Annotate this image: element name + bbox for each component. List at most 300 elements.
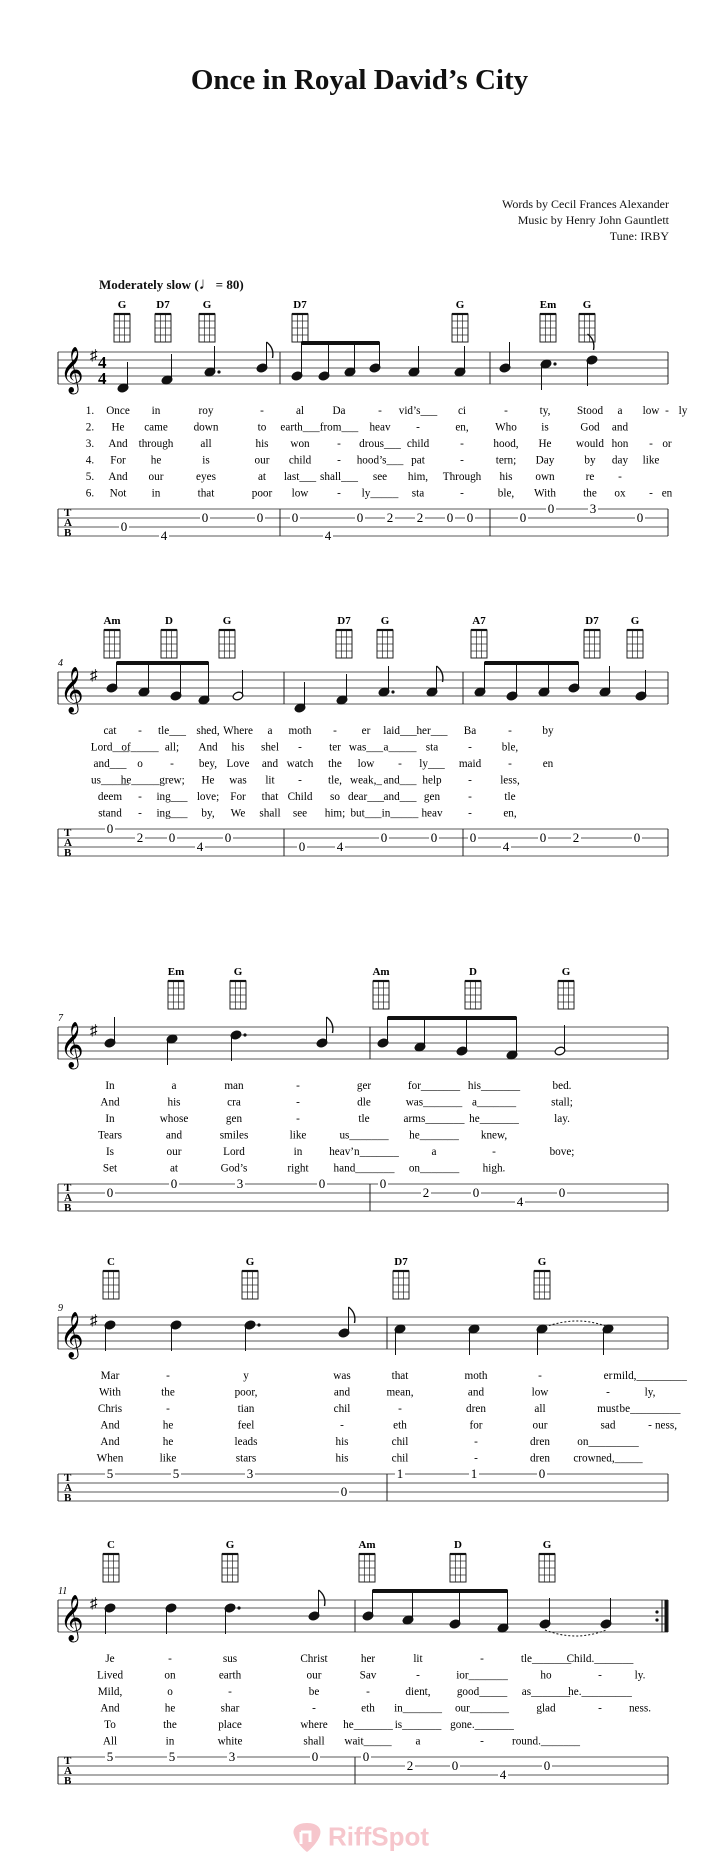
lyric-syllable: ness, — [654, 1419, 678, 1432]
lyric-syllable: ty, — [539, 405, 551, 417]
lyric-syllable: child — [288, 454, 312, 467]
tab-fret-number: 0 — [291, 510, 299, 525]
chord-name: Am — [358, 1539, 376, 1551]
lyric-syllable: her___ — [416, 725, 448, 737]
lyric-syllable: was_______ — [405, 1096, 463, 1109]
tab-fret-number: 0 — [558, 1185, 566, 1200]
lyric-syllable: or — [662, 438, 672, 450]
dot-icon — [243, 1033, 246, 1036]
music-system-2 — [0, 610, 719, 870]
tab-fret-number: 0 — [224, 830, 232, 845]
chord-name: G — [537, 1256, 547, 1268]
tab-fret-number: 0 — [472, 1185, 480, 1200]
lyric-syllable: ble, — [501, 741, 519, 754]
tab-clef-letter: A — [64, 1192, 72, 1204]
lyric-syllable: hood’s___ — [356, 454, 404, 467]
lyric-syllable: - — [340, 1419, 344, 1432]
lyric-syllable: - — [538, 1370, 542, 1382]
lyric-syllable: him; — [324, 807, 346, 820]
lyricist-credit: Words by Cecil Frances Alexander — [502, 197, 669, 211]
lyric-syllable: at — [169, 1162, 179, 1175]
tab-fret-number: 0 — [430, 830, 438, 845]
lyric-syllable: shar — [220, 1702, 240, 1715]
lyric-syllable: where — [300, 1719, 328, 1731]
note-beam — [117, 661, 209, 665]
lyric-syllable: tle, — [328, 774, 342, 787]
lyric-syllable: his_______ — [467, 1080, 521, 1092]
lyric-syllable: Chris — [97, 1403, 123, 1415]
tab-fret-number: 3 — [228, 1749, 236, 1764]
lyric-syllable: by, — [201, 807, 215, 820]
lyric-syllable: shall — [303, 1735, 325, 1748]
lyric-syllable: lit — [265, 774, 275, 787]
note-beam — [388, 1016, 517, 1020]
lyric-syllable: - — [649, 438, 653, 450]
lyric-syllable: - — [296, 1080, 300, 1092]
lyric-syllable: ble, — [497, 487, 515, 500]
riffspot-logo — [0, 1820, 719, 1854]
tab-fret-number: 3 — [246, 1466, 254, 1481]
verse-number: 2. — [85, 421, 95, 434]
lyric-syllable: roy — [198, 405, 214, 417]
lyric-syllable: - — [166, 1403, 170, 1415]
lyric-syllable: - — [298, 741, 302, 754]
logo-text: RiffSpot — [327, 1821, 430, 1852]
lyric-syllable: - — [228, 1686, 232, 1698]
lyric-syllable: in — [293, 1146, 303, 1158]
lyric-syllable: en, — [455, 421, 469, 434]
chord-name: G — [582, 299, 592, 311]
lyric-syllable: He — [538, 438, 552, 450]
lyric-syllable: - — [460, 454, 464, 467]
lyric-syllable: Ba — [463, 725, 477, 737]
chord-name: G — [630, 615, 640, 627]
lyric-syllable: o — [137, 758, 143, 770]
lyric-syllable: and — [165, 1129, 183, 1142]
lyric-syllable: er — [603, 1370, 613, 1382]
treble-clef-icon: 𝄞 — [60, 1312, 84, 1357]
lyric-syllable: Through — [442, 471, 482, 483]
lyric-syllable: en — [542, 758, 554, 770]
lyric-syllable: gen — [423, 791, 441, 803]
lyric-syllable: - — [468, 741, 472, 754]
lyric-syllable: he._________ — [568, 1686, 632, 1698]
lyric-syllable: all; — [164, 741, 180, 754]
tab-fret-number: 0 — [318, 1176, 326, 1191]
lyric-syllable: - — [665, 405, 669, 417]
credits — [502, 196, 669, 244]
lyric-syllable: And — [108, 438, 128, 450]
chord-name: Em — [167, 966, 185, 978]
lyric-syllable: In — [105, 1080, 115, 1092]
lyric-syllable: stand — [98, 807, 122, 820]
lyric-syllable: And — [198, 741, 218, 754]
tab-clef-letter: B — [64, 1202, 72, 1214]
lyric-syllable: came — [144, 421, 168, 434]
lyric-syllable: bey, — [198, 758, 218, 770]
tab-fret-number: 0 — [256, 510, 264, 525]
lyric-syllable: dle — [357, 1096, 371, 1109]
lyric-syllable: on — [164, 1669, 176, 1682]
treble-clef-icon: 𝄞 — [60, 1595, 84, 1640]
tab-fret-number: 5 — [172, 1466, 180, 1481]
lyric-syllable: heav — [369, 421, 391, 434]
lyric-syllable: to — [257, 421, 267, 434]
tab-fret-number: 5 — [106, 1466, 114, 1481]
lyric-syllable: We — [230, 807, 246, 820]
lyric-syllable: chil — [391, 1436, 409, 1448]
lyric-syllable: To — [104, 1719, 116, 1731]
lyric-syllable: he — [150, 454, 162, 467]
lyric-syllable: Lord___ — [90, 741, 130, 754]
lyric-syllable: a — [415, 1735, 421, 1748]
lyric-syllable: us_______ — [339, 1129, 389, 1142]
lyric-syllable: stall; — [551, 1096, 573, 1109]
lyric-syllable: Once — [106, 405, 130, 417]
key-signature-sharp-icon: ♯ — [90, 1596, 98, 1612]
lyric-syllable: Where — [223, 725, 253, 737]
verse-number: 5. — [85, 471, 95, 483]
tab-fret-number: 1 — [396, 1466, 404, 1481]
dot-icon — [391, 690, 394, 693]
tab-fret-number: 0 — [201, 510, 209, 525]
lyric-syllable: grew; — [159, 774, 185, 787]
lyric-syllable: en, — [503, 807, 517, 820]
lyric-syllable: right — [287, 1162, 309, 1175]
chord-name: A7 — [472, 615, 486, 627]
lyric-syllable: he_______ — [343, 1719, 393, 1731]
lyric-syllable: from___ — [319, 421, 359, 434]
lyric-syllable: - — [398, 758, 402, 770]
tab-fret-number: 0 — [538, 1466, 546, 1481]
lyric-syllable: he — [162, 1419, 174, 1432]
key-signature-sharp-icon: ♯ — [90, 1313, 98, 1329]
lyric-syllable: - — [468, 791, 472, 803]
lyric-syllable: - — [648, 1419, 652, 1432]
lyric-syllable: would — [576, 438, 604, 450]
lyric-syllable: ly — [678, 405, 688, 417]
lyric-syllable: won — [290, 438, 310, 450]
lyric-syllable: low — [357, 758, 375, 770]
lyric-syllable: last___ — [283, 471, 317, 483]
lyric-syllable: - — [138, 807, 142, 820]
lyric-syllable: - — [337, 487, 341, 500]
tab-fret-number: 4 — [516, 1194, 524, 1209]
lyric-syllable: poor — [251, 487, 273, 500]
tab-fret-number: 4 — [502, 839, 510, 854]
tab-fret-number: 1 — [470, 1466, 478, 1481]
chord-name: G — [561, 966, 571, 978]
lyric-syllable: - — [260, 405, 264, 417]
treble-clef-icon: 𝄞 — [60, 1022, 84, 1067]
chord-name: D7 — [585, 615, 599, 627]
lyric-syllable: tian — [237, 1403, 255, 1415]
lyric-syllable: is — [541, 421, 549, 434]
lyric-syllable: his — [231, 741, 245, 754]
dot-icon — [257, 1323, 260, 1326]
lyric-syllable: be — [308, 1686, 320, 1698]
tab-fret-number: 4 — [160, 528, 168, 543]
lyric-syllable: love; — [196, 791, 220, 803]
chord-name: G — [380, 615, 390, 627]
lyric-syllable: watch — [286, 758, 314, 770]
lyric-syllable: in_______ — [394, 1702, 442, 1715]
lyric-syllable: - — [138, 725, 142, 737]
lyric-syllable: us_____ — [91, 774, 129, 787]
chord-name: G — [117, 299, 127, 311]
lyric-syllable: and___ — [383, 774, 417, 787]
lyric-syllable: his — [335, 1436, 349, 1448]
music-system-5 — [0, 1538, 719, 1808]
lyric-syllable: moth — [288, 725, 312, 737]
lyric-syllable: ness. — [628, 1702, 652, 1715]
tie-icon — [545, 1321, 608, 1327]
lyric-syllable: shed, — [196, 725, 220, 737]
lyric-syllable: - — [166, 1370, 170, 1382]
lyric-syllable: him, — [407, 471, 429, 483]
lyric-syllable: bed. — [552, 1080, 572, 1092]
lyric-syllable: he — [164, 1702, 176, 1715]
tab-fret-number: 5 — [168, 1749, 176, 1764]
lyric-syllable: Is — [105, 1146, 115, 1158]
tab-fret-number: 2 — [386, 510, 394, 525]
lyric-syllable: was___ — [348, 741, 384, 754]
note-beam — [485, 661, 579, 665]
tab-fret-number: 0 — [298, 839, 306, 854]
lyric-syllable: for_______ — [407, 1080, 461, 1092]
chord-name: G — [233, 966, 243, 978]
lyric-syllable: chil — [333, 1403, 351, 1415]
lyric-syllable: ing___ — [156, 807, 188, 820]
tab-fret-number: 0 — [446, 510, 454, 525]
lyric-syllable: re — [585, 471, 595, 483]
lyric-syllable: en — [661, 487, 673, 500]
lyric-syllable: is — [202, 454, 210, 467]
lyric-syllable: All — [102, 1735, 118, 1748]
lyric-syllable: child — [406, 438, 430, 450]
lyric-syllable: - — [508, 725, 512, 737]
lyric-syllable: lay. — [554, 1113, 570, 1125]
lyric-syllable: drous___ — [359, 438, 401, 450]
lyric-syllable: With — [534, 487, 556, 500]
tab-fret-number: 4 — [499, 1767, 507, 1782]
lyric-syllable: dren — [466, 1403, 486, 1415]
lyric-syllable: is_______ — [394, 1719, 442, 1731]
lyric-syllable: - — [460, 438, 464, 450]
lyric-syllable: God — [580, 421, 600, 434]
lyric-syllable: - — [504, 405, 508, 417]
lyric-syllable: so — [330, 791, 340, 803]
lyric-syllable: Stood — [576, 405, 604, 417]
lyric-syllable: through — [138, 438, 174, 450]
tab-clef-letter: A — [64, 1765, 72, 1777]
tab-clef-letter: B — [64, 1492, 72, 1504]
tab-fret-number: 4 — [324, 528, 332, 543]
lyric-syllable: in — [165, 1735, 175, 1748]
lyric-syllable: dren — [530, 1452, 550, 1465]
lyric-syllable: maid — [458, 758, 482, 770]
tab-clef-letter: A — [64, 837, 72, 849]
lyric-syllable: arms_______ — [403, 1113, 465, 1125]
lyric-syllable: When — [96, 1452, 124, 1465]
lyric-syllable: on_________ — [577, 1436, 639, 1448]
lyric-syllable: moth — [464, 1370, 488, 1382]
chord-name: G — [222, 615, 232, 627]
lyric-syllable: mean, — [386, 1386, 414, 1399]
tab-fret-number: 2 — [136, 830, 144, 845]
lyric-syllable: earth___ — [280, 421, 320, 434]
tab-clef-letter: T — [64, 1755, 72, 1767]
lyric-syllable: all — [534, 1403, 546, 1415]
lyric-syllable: be_________ — [619, 1403, 681, 1415]
chord-name: D7 — [293, 299, 307, 311]
lyric-syllable: our — [254, 454, 270, 467]
lyric-syllable: Da — [332, 405, 346, 417]
tab-clef-letter: T — [64, 507, 72, 519]
verse-number: 3. — [85, 438, 95, 450]
tab-fret-number: 0 — [311, 1749, 319, 1764]
chord-name: C — [107, 1256, 115, 1268]
lyric-syllable: Tears — [97, 1129, 123, 1142]
lyric-syllable: and___ — [93, 758, 127, 770]
lyric-syllable: - — [474, 1452, 478, 1465]
lyric-syllable: sus — [222, 1653, 238, 1665]
lyric-syllable: place — [218, 1719, 242, 1731]
lyric-syllable: high. — [482, 1162, 506, 1175]
tab-fret-number: 0 — [168, 830, 176, 845]
lyric-syllable: in — [151, 487, 161, 500]
tie-icon — [545, 1630, 606, 1636]
lyric-syllable: a — [267, 725, 273, 737]
lyric-syllable: his — [167, 1096, 181, 1109]
chord-name: D7 — [156, 299, 170, 311]
measure-number: 7 — [58, 1013, 63, 1024]
lyric-syllable: our — [532, 1419, 548, 1432]
lyric-syllable: like — [289, 1129, 307, 1142]
lyric-syllable: gone._______ — [450, 1719, 514, 1731]
lyric-syllable: and — [333, 1386, 351, 1399]
tab-fret-number: 0 — [106, 821, 114, 836]
lyric-syllable: all — [200, 438, 212, 450]
lyric-syllable: as_______ — [521, 1686, 571, 1698]
composer-credit: Music by Henry John Gauntlett — [517, 213, 669, 227]
lyric-syllable: good_____ — [456, 1686, 508, 1698]
tempo-marking: Moderately slow (♩= 80) — [99, 274, 244, 293]
lyric-syllable: our — [306, 1669, 322, 1682]
lyric-syllable: ly_____ — [361, 487, 399, 500]
verse-number: 1. — [85, 405, 95, 417]
lyric-syllable: - — [480, 1735, 484, 1748]
lyric-syllable: shel — [260, 741, 280, 754]
key-signature-sharp-icon: ♯ — [90, 668, 98, 684]
lyric-syllable: wait_____ — [344, 1735, 392, 1748]
lyric-syllable: a — [171, 1080, 177, 1092]
lyric-syllable: the — [328, 758, 342, 770]
lyric-syllable: Who — [495, 421, 517, 434]
lyric-syllable: the — [583, 487, 597, 500]
lyric-syllable: low — [642, 405, 660, 417]
lyric-syllable: - — [606, 1386, 610, 1399]
chord-name: G — [455, 299, 465, 311]
tab-fret-number: 2 — [422, 1185, 430, 1200]
measure-number: 9 — [58, 1303, 63, 1314]
lyric-syllable: - — [296, 1113, 300, 1125]
lyric-syllable: pat — [411, 454, 425, 467]
lyric-syllable: feel — [237, 1419, 255, 1432]
tab-fret-number: 0 — [380, 830, 388, 845]
tab-fret-number: 0 — [466, 510, 474, 525]
tab-fret-number: 0 — [379, 1176, 387, 1191]
lyric-syllable: o — [167, 1686, 173, 1698]
lyric-syllable: Lord — [223, 1146, 245, 1158]
flag-icon — [327, 1017, 333, 1033]
tab-fret-number: 0 — [633, 830, 641, 845]
lyric-syllable: In — [105, 1113, 115, 1125]
lyric-syllable: our — [166, 1146, 182, 1158]
verse-number: 4. — [85, 454, 95, 467]
lyric-syllable: he_____ — [120, 774, 160, 787]
chord-name: Am — [372, 966, 390, 978]
chord-name: D — [454, 1539, 462, 1551]
lyric-syllable: - — [480, 1653, 484, 1665]
lyric-syllable: - — [333, 725, 337, 737]
chord-name: Em — [539, 299, 557, 311]
lyric-syllable: must — [597, 1403, 619, 1415]
tab-fret-number: 3 — [589, 501, 597, 516]
lyric-syllable: a_____ — [383, 741, 417, 754]
lyric-syllable: in — [151, 405, 161, 417]
lyric-syllable: - — [312, 1702, 316, 1715]
lyric-syllable: by — [584, 454, 596, 467]
lyric-syllable: sad — [600, 1419, 616, 1432]
lyric-syllable: crowned,_____ — [573, 1452, 643, 1465]
chord-name: D7 — [394, 1256, 408, 1268]
verse-number: 6. — [85, 487, 95, 500]
lyric-syllable: like — [642, 454, 660, 467]
chord-name: D — [165, 615, 173, 627]
lyric-syllable: her — [360, 1653, 376, 1665]
lyric-syllable: ci — [457, 405, 467, 417]
lyric-syllable: - — [398, 1403, 402, 1415]
lyric-syllable: chil — [391, 1452, 409, 1465]
lyric-syllable: tle — [504, 791, 516, 803]
lyric-syllable: For — [230, 791, 246, 803]
measure-number: 11 — [58, 1586, 68, 1597]
lyric-syllable: - — [138, 791, 142, 803]
lyric-syllable: dren — [530, 1436, 550, 1448]
flag-icon — [437, 666, 443, 682]
chord-name: G — [202, 299, 212, 311]
tab-clef-letter: A — [64, 1482, 72, 1494]
lyric-syllable: He — [111, 421, 125, 434]
music-system-3 — [0, 965, 719, 1225]
lyric-syllable: white — [217, 1735, 243, 1748]
lyric-syllable: And — [108, 471, 128, 483]
treble-clef-icon: 𝄞 — [60, 667, 84, 712]
lyric-syllable: weak,_ — [350, 774, 382, 787]
lyric-syllable: lit — [413, 1653, 423, 1665]
lyric-syllable: round._______ — [511, 1735, 581, 1748]
lyric-syllable: heav’n_______ — [329, 1146, 399, 1158]
lyric-syllable: whose — [159, 1113, 189, 1125]
lyric-syllable: He — [201, 774, 215, 787]
chord-name: G — [542, 1539, 552, 1551]
lyric-syllable: And — [100, 1702, 120, 1715]
tab-fret-number: 0 — [340, 1484, 348, 1499]
lyric-syllable: - — [416, 1669, 420, 1682]
tab-fret-number: 0 — [120, 519, 128, 534]
lyric-syllable: And — [100, 1419, 120, 1432]
